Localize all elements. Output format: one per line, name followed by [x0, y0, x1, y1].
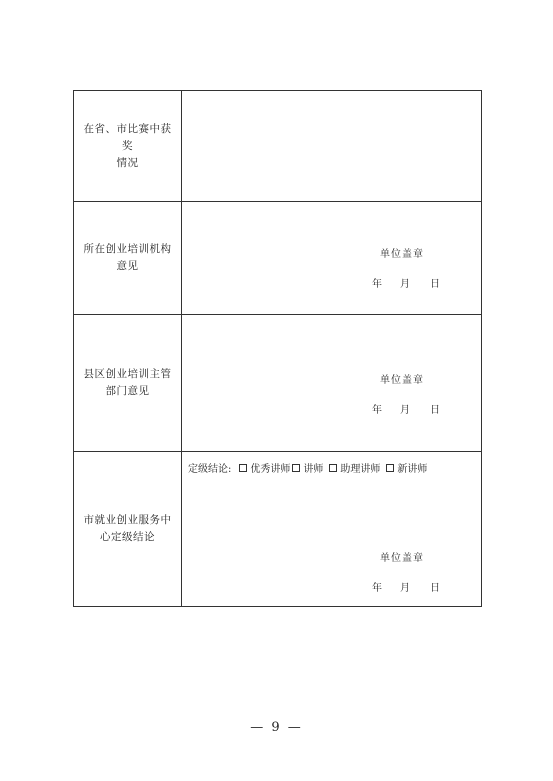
city-conclusion-field	[182, 452, 481, 606]
option-lecturer[interactable]	[292, 460, 323, 475]
county-opinion-field[interactable]	[182, 315, 481, 451]
option-new-label: 新讲师	[397, 464, 428, 475]
institution-date	[372, 275, 440, 290]
awards-label-line2: 情况	[116, 156, 139, 169]
awards-content-field[interactable]	[182, 91, 481, 201]
county-seal-text: 单位盖章	[380, 375, 424, 386]
institution-date-day: 日	[430, 279, 440, 290]
institution-opinion-label	[74, 202, 182, 314]
checkbox-icon[interactable]	[292, 464, 300, 472]
checkbox-icon[interactable]	[386, 464, 394, 472]
county-date	[372, 401, 440, 416]
institution-label-line2: 意见	[116, 260, 139, 272]
institution-date-month: 月	[400, 279, 410, 290]
city-date-day: 日	[430, 583, 440, 594]
option-excellent-lecturer[interactable]	[239, 460, 290, 475]
county-date-month: 月	[400, 405, 410, 416]
row-awards	[74, 91, 481, 201]
city-label-line1: 市就业创业服务中	[83, 514, 172, 526]
grade-options	[188, 460, 427, 475]
assessment-form-table	[73, 90, 482, 607]
county-date-year: 年	[372, 405, 382, 416]
county-label-line2: 部门意见	[105, 385, 150, 397]
city-label-line2: 心定级结论	[100, 531, 155, 543]
city-date	[372, 579, 440, 594]
option-lecturer-label: 讲师	[303, 464, 324, 475]
option-excellent-label: 优秀讲师	[250, 464, 291, 475]
grade-conclusion-label: 定级结论:	[188, 464, 232, 475]
city-date-month: 月	[400, 583, 410, 594]
option-new-lecturer[interactable]	[386, 460, 427, 475]
city-conclusion-label	[74, 452, 182, 606]
checkbox-icon[interactable]	[239, 464, 247, 472]
city-date-year: 年	[372, 583, 382, 594]
city-seal-text: 单位盖章	[380, 553, 424, 564]
county-date-day: 日	[430, 405, 440, 416]
institution-label-line1: 所在创业培训机构	[83, 243, 172, 255]
row-institution-opinion	[74, 201, 481, 314]
institution-date-year: 年	[372, 279, 382, 290]
row-county-opinion	[74, 314, 481, 451]
awards-label	[74, 91, 182, 201]
page-number: — 9 —	[250, 720, 303, 735]
county-label-line1: 县区创业培训主管	[83, 368, 172, 380]
option-assistant-lecturer[interactable]	[329, 460, 380, 475]
awards-label-line1: 在省、市比赛中获奖	[83, 122, 172, 152]
county-opinion-label	[74, 315, 182, 451]
checkbox-icon[interactable]	[329, 464, 337, 472]
institution-seal-text: 单位盖章	[380, 249, 424, 260]
institution-opinion-field[interactable]	[182, 202, 481, 314]
row-city-conclusion	[74, 451, 481, 606]
option-assistant-label: 助理讲师	[340, 464, 381, 475]
